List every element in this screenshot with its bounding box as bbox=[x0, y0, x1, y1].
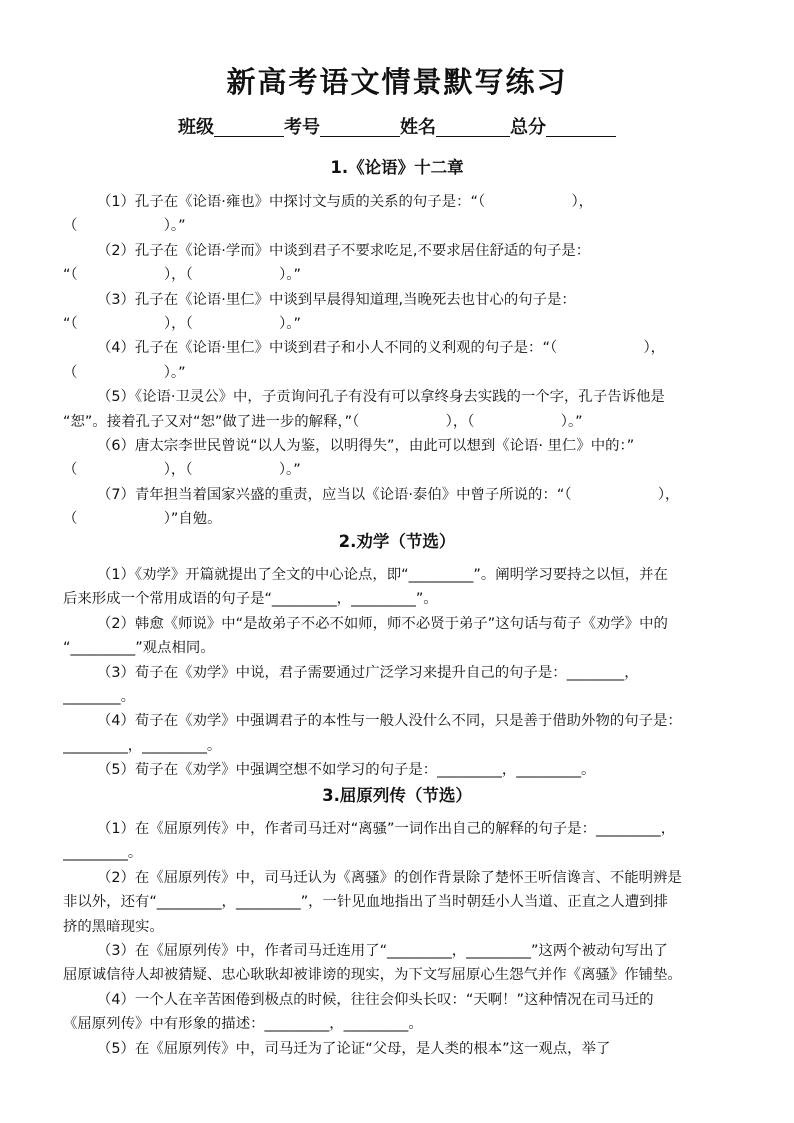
question-line: （5）荀子在《劝学》中强调空想不如学习的句子是：_________，_________。 bbox=[97, 762, 596, 779]
question-line: “（ ），（ ）。” bbox=[63, 315, 301, 332]
question-line: （2）韩愈《师说》中“是故弟子不必不如师，师不必贤于弟子”这句话与荀子《劝学》中的 bbox=[97, 615, 668, 632]
question-line: （6）唐太宗李世民曾说“以人为鉴，以明得失”，由此可以想到《论语· 里仁》中的：” bbox=[97, 437, 635, 454]
question-line: 《屈原列传》中有形象的描述：_________，_________。 bbox=[63, 1016, 423, 1033]
question-line: 挤的黑暗现实。 bbox=[63, 918, 164, 935]
section-title-1: 1.《论语》十二章 bbox=[330, 158, 464, 177]
question-line: （2）孔子在《论语·学而》中谈到君子不要求吃足,不要求居住舒适的句子是： bbox=[97, 242, 591, 259]
score-label: 总分 bbox=[510, 117, 546, 138]
question-line: （1）在《屈原列传》中，作者司马迁对“离骚”一词作出自己的解释的句子是：_________， bbox=[97, 821, 676, 837]
section-title-3: 3.屈原列传（节选） bbox=[322, 786, 472, 805]
question-line: （7）青年担当着国家兴盛的重责，应当以《论语·泰伯》中曾子所说的：“（ ）， bbox=[97, 486, 680, 503]
section-2-questions bbox=[63, 563, 743, 783]
question-line: （3）荀子在《劝学》中说，君子需要通过广泛学习来提升自己的句子是：________， bbox=[97, 664, 639, 681]
question-line: （4）孔子在《论语·里仁》中谈到君子和小人不同的义利观的句子是：“（ ）， bbox=[97, 340, 666, 357]
question-line: 非以外，还有“_________，_________”，一针见血地指出了当时朝廷小人当道、正直之人遭到排 bbox=[63, 894, 668, 911]
page-title: 新高考语文情景默写练习 bbox=[226, 65, 568, 99]
question-line: 屈原诚信待人却被猜疑、忠心耿耿却被诽谤的现实，为下文写屈原心生怨气并作《离骚》作铺垫。 bbox=[63, 967, 682, 984]
question-line: （3）孔子在《论语·里仁》中谈到早晨得知道理,当晚死去也甘心的句子是： bbox=[97, 291, 576, 308]
question-line: “（ ），（ ）。” bbox=[63, 267, 301, 284]
question-line: （ ）。” bbox=[63, 364, 186, 381]
question-line: （ ），（ ）。” bbox=[63, 462, 301, 479]
section-1-questions bbox=[63, 190, 743, 531]
question-line: ________。 bbox=[63, 688, 135, 705]
question-line: “恕”。接着孔子又对“恕”做了进一步的解释，”（ ），（ ）。” bbox=[63, 413, 583, 430]
question-line: （ ）”自勉。 bbox=[63, 511, 222, 528]
question-line: （ ）。” bbox=[63, 218, 186, 235]
question-line: 后来形成一个常用成语的句子是“_________，_________”。 bbox=[63, 591, 438, 608]
section-3-questions bbox=[63, 817, 743, 1061]
class-blank[interactable] bbox=[214, 116, 284, 137]
question-line: （5）《论语·卫灵公》中，子贡询问孔子有没有可以拿终身去实践的一个字，孔子告诉他是 bbox=[97, 389, 665, 406]
question-line: （4）荀子在《劝学》中强调君子的本性与一般人没什么不同，只是善于借助外物的句子是： bbox=[97, 713, 682, 730]
question-line: _________，_________。 bbox=[63, 737, 222, 754]
question-line: （1）孔子在《论语·雍也》中探讨文与质的关系的句子是：“（ ）， bbox=[97, 194, 594, 210]
exam-no-blank[interactable] bbox=[320, 116, 400, 137]
question-line: （4）一个人在辛苦困倦到极点的时候，往往会仰头长叹：“天啊！”这种情况在司马迁的 bbox=[97, 991, 654, 1008]
question-line: （3）在《屈原列传》中，作者司马迁连用了“_________，_________”这两个被动句写出了 bbox=[97, 942, 668, 959]
question-line: _________。 bbox=[63, 845, 143, 862]
name-blank[interactable] bbox=[436, 116, 510, 137]
name-label: 姓名 bbox=[400, 117, 436, 138]
section-title-2: 2.劝学（节选） bbox=[338, 532, 456, 551]
score-blank[interactable] bbox=[546, 116, 616, 137]
student-info-row bbox=[0, 114, 794, 142]
class-label: 班级 bbox=[178, 117, 214, 138]
question-line: “_________”观点相同。 bbox=[63, 640, 215, 657]
exam-no-label: 考号 bbox=[284, 117, 320, 138]
question-line: （1）《劝学》开篇就提出了全文的中心论点，即“_________”。阐明学习要持之以恒，并在 bbox=[97, 567, 668, 583]
question-line: （2）在《屈原列传》中，司马迁认为《离骚》的创作背景除了楚怀王听信谗言、不能明辨是 bbox=[97, 869, 682, 886]
question-line: （5）在《屈原列传》中，司马迁为了论证“父母，是人类的根本”这一观点，举了 bbox=[97, 1040, 611, 1057]
